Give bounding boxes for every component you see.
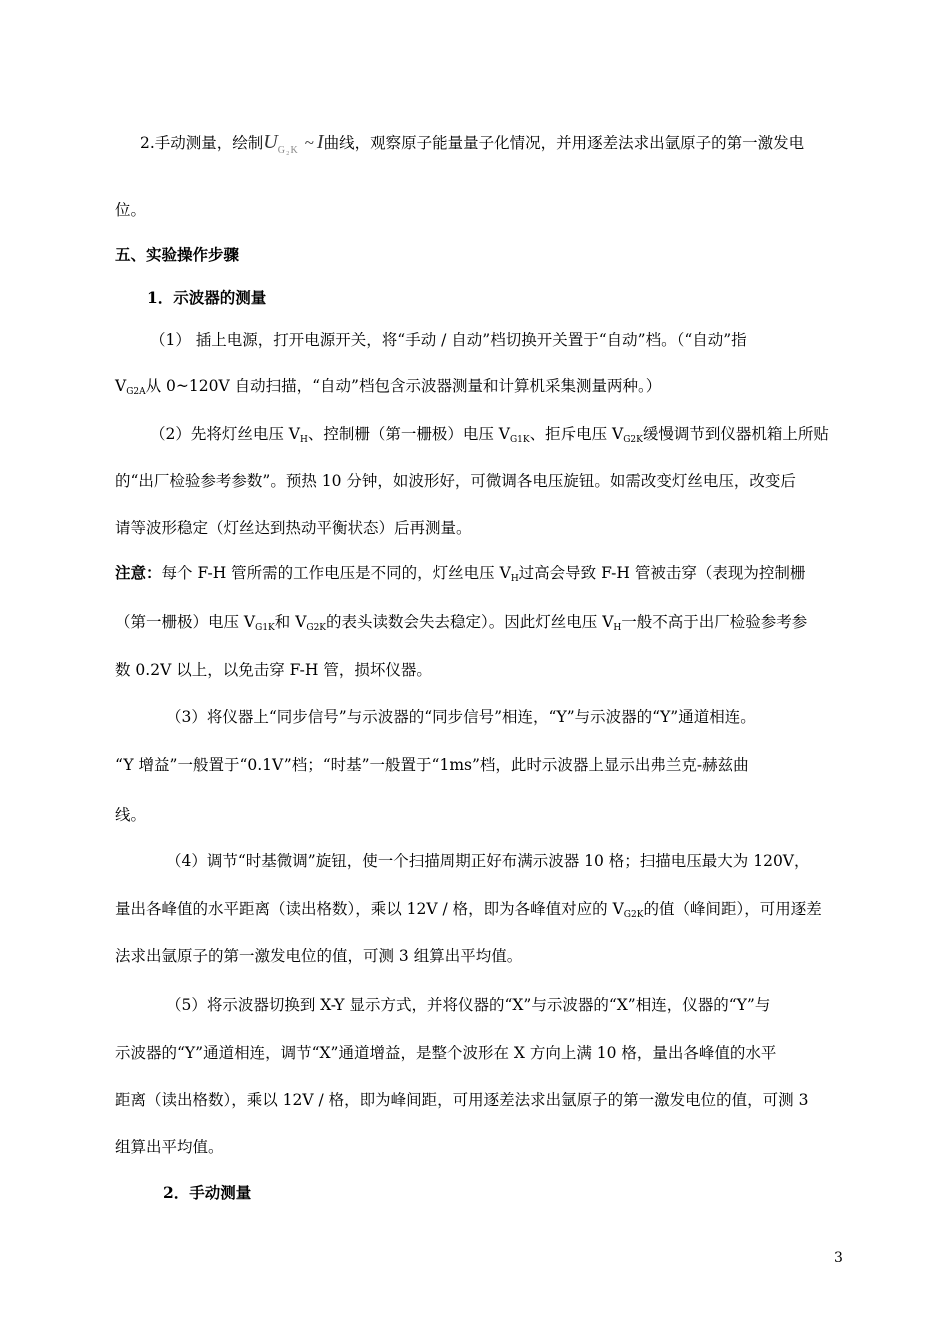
para1-line2: $V_{G2A}$从 0~120V 自动扫描，“自动”档包含示波器测量和计算机采集测量两种。） (115, 377, 662, 397)
formula-u-vs-i: $U_{G_2K}$ ~ I (263, 131, 324, 156)
note-line3: 数 0.2V 以上，以免击穿 F-H 管，损坏仪器。 (115, 661, 432, 679)
para3-line3: 线。 (115, 806, 147, 824)
subsection-heading-manual: 2．手动测量 (163, 1183, 252, 1202)
para5-line2: 示波器的“Y”通道相连，调节“X”通道增益，是整个波形在 X 方向上满 10 格，量出各峰值的水平 (115, 1044, 777, 1062)
para3-line1: （3）将仪器上“同步信号”与示波器的“同步信号”相连，“Y”与示波器的“Y”通道相连。 (166, 708, 756, 726)
para4-line1: （4）调节“时基微调”旋钮，使一个扫描周期正好布满示波器 10 格；扫描电压最大为 120V， (166, 852, 810, 870)
para4-line2: 量出各峰值的水平距离（读出格数），乘以 12V / 格，即为各峰值对应的 $V_{G2K}$的值（峰间距），可用逐差 (115, 900, 822, 920)
item2-continuation: 位。 (115, 201, 147, 219)
para1-line1: （1） 插上电源，打开电源开关，将“手动 / 自动”档切换开关置于“自动”档。（“自动”指 (150, 331, 747, 349)
note-line1: 注意：每个 F-H 管所需的工作电压是不同的，灯丝电压 $V_H$过高会导致 F-H 管被击穿（表现为控制栅 (115, 563, 806, 584)
item2-line (140, 128, 804, 165)
page-number: 3 (834, 1250, 843, 1266)
note-label: 注意： (115, 563, 162, 582)
note-line2: （第一栅极）电压 $V_{G1K}$和 $V_{G2K}$的表头读数会失去稳定）。因此灯丝电压 $V_H$一般不高于出厂检验参考参 (115, 613, 808, 633)
item2-suffix: 曲线，观察原子能量量子化情况，并用逐差法求出氩原子的第一激发电 (323, 134, 805, 152)
para4-line3: 法求出氩原子的第一激发电位的值，可测 3 组算出平均值。 (115, 947, 523, 965)
item2-prefix: 2.手动测量，绘制 (140, 134, 264, 152)
para2-line1: （2）先将灯丝电压 $V_H$、控制栅（第一栅极）电压 $V_{G1K}$、拒斥电压 $V_{G2K}$缓慢调节到仪器机箱上所贴 (150, 425, 829, 445)
para3-line2: “Y 增益”一般置于“0.1V”档；“时基”一般置于“1ms”档，此时示波器上显示出弗兰克-赫兹曲 (115, 756, 749, 774)
subsection-heading-oscilloscope: 1．示波器的测量 (147, 288, 267, 307)
para5-line3: 距离（读出格数），乘以 12V / 格，即为峰间距，可用逐差法求出氩原子的第一激发电位的值，可测 3 (115, 1091, 809, 1109)
para5-line1: （5）将示波器切换到 X-Y 显示方式，并将仪器的“X”与示波器的“X”相连，仪器的“Y”与 (166, 996, 771, 1014)
para5-line4: 组算出平均值。 (115, 1138, 224, 1156)
section-heading-steps: 五、实验操作步骤 (115, 245, 240, 264)
para2-line2: 的“出厂检验参考参数”。预热 10 分钟，如波形好，可微调各电压旋钮。如需改变灯丝电压，改变后 (115, 472, 796, 490)
para2-line3: 请等波形稳定（灯丝达到热动平衡状态）后再测量。 (115, 519, 472, 537)
